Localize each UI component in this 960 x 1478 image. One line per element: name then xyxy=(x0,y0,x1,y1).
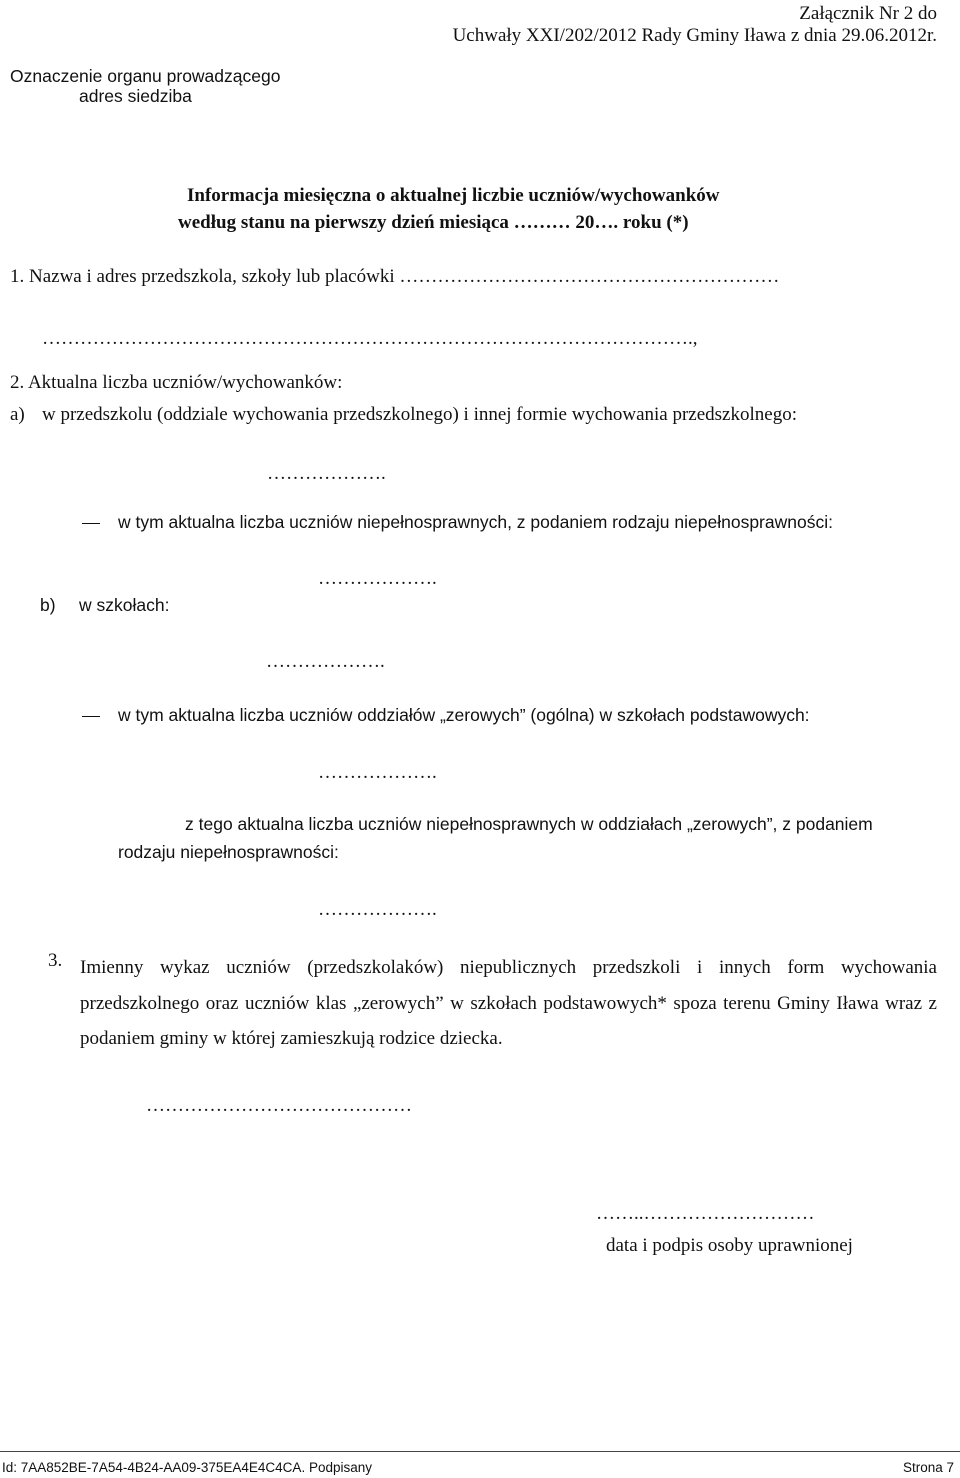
title-line-2: według stanu na pierwszy dzień miesiąca ……… 20…. roku (*) xyxy=(178,212,689,233)
annex-line-2: Uchwały XXI/202/2012 Rady Gminy Iława z dnia 29.06.2012r. xyxy=(452,25,937,46)
section-2a-text: w przedszkolu (oddziale wychowania przedszkolnego) i innej formie wychowania przedszkolnego: xyxy=(42,404,797,425)
section-2b-sub-dots: ………………. xyxy=(318,762,437,783)
section-2a-dots: ………………. xyxy=(267,463,386,484)
title-line-1: Informacja miesięczna o aktualnej liczbie uczniów/wychowanków xyxy=(187,185,720,206)
section-2b-sub-text: w tym aktualna liczba uczniów oddziałów „zerowych” (ogólna) w szkołach podstawowych: xyxy=(118,705,810,725)
section-2b-text: w szkołach: xyxy=(79,595,170,615)
section-3-dots: …………………………………… xyxy=(146,1095,412,1116)
footer-page-number: Strona 7 xyxy=(902,1460,954,1475)
footer-id: Id: 7AA852BE-7A54-4B24-AA09-375EA4E4C4CA. Podpisany xyxy=(2,1460,372,1475)
section-2a-sub-dots: ………………. xyxy=(318,568,437,589)
section-2b-sub2-dots: ………………. xyxy=(318,899,437,920)
section-1-dots: …………………………………………………………………………………………., xyxy=(42,328,698,349)
section-2a-sub-text: w tym aktualna liczba uczniów niepełnosprawnych, z podaniem rodzaju niepełnosprawności: xyxy=(118,512,833,532)
dash-bullet xyxy=(82,716,100,717)
annex-line-1: Załącznik Nr 2 do xyxy=(799,3,937,24)
org-label-2: adres siedziba xyxy=(79,86,192,106)
section-1-label: 1. Nazwa i adres przedszkola, szkoły lub placówki …………………………………………………… xyxy=(10,266,780,287)
section-2-heading: 2. Aktualna liczba uczniów/wychowanków: xyxy=(10,372,343,393)
section-2b-dots: ………………. xyxy=(266,651,385,672)
section-2a-marker: a) xyxy=(10,404,25,425)
section-3-marker: 3. xyxy=(48,950,63,971)
signature-dots: ……..……………………… xyxy=(596,1203,815,1224)
org-label-1: Oznaczenie organu prowadzącego xyxy=(10,66,281,86)
signature-label: data i podpis osoby uprawnionej xyxy=(606,1235,853,1256)
section-3-text: Imienny wykaz uczniów (przedszkolaków) niepublicznych przedszkoli i innych form wychowania przedszkolnego oraz uczniów klas „zerowych” w szkołach podstawowych* spoza terenu Gminy Iława wraz z podaniem gminy w której zamieszkują rodzice dziecka. xyxy=(80,957,937,1049)
dash-bullet xyxy=(82,523,100,524)
section-2b-sub2-line-1: z tego aktualna liczba uczniów niepełnosprawnych w oddziałach „zerowych”, z podaniem xyxy=(185,814,873,834)
footer-rule xyxy=(0,1451,960,1452)
section-2b-sub2-line-2: rodzaju niepełnosprawności: xyxy=(118,842,339,862)
section-2b-marker: b) xyxy=(40,595,56,615)
